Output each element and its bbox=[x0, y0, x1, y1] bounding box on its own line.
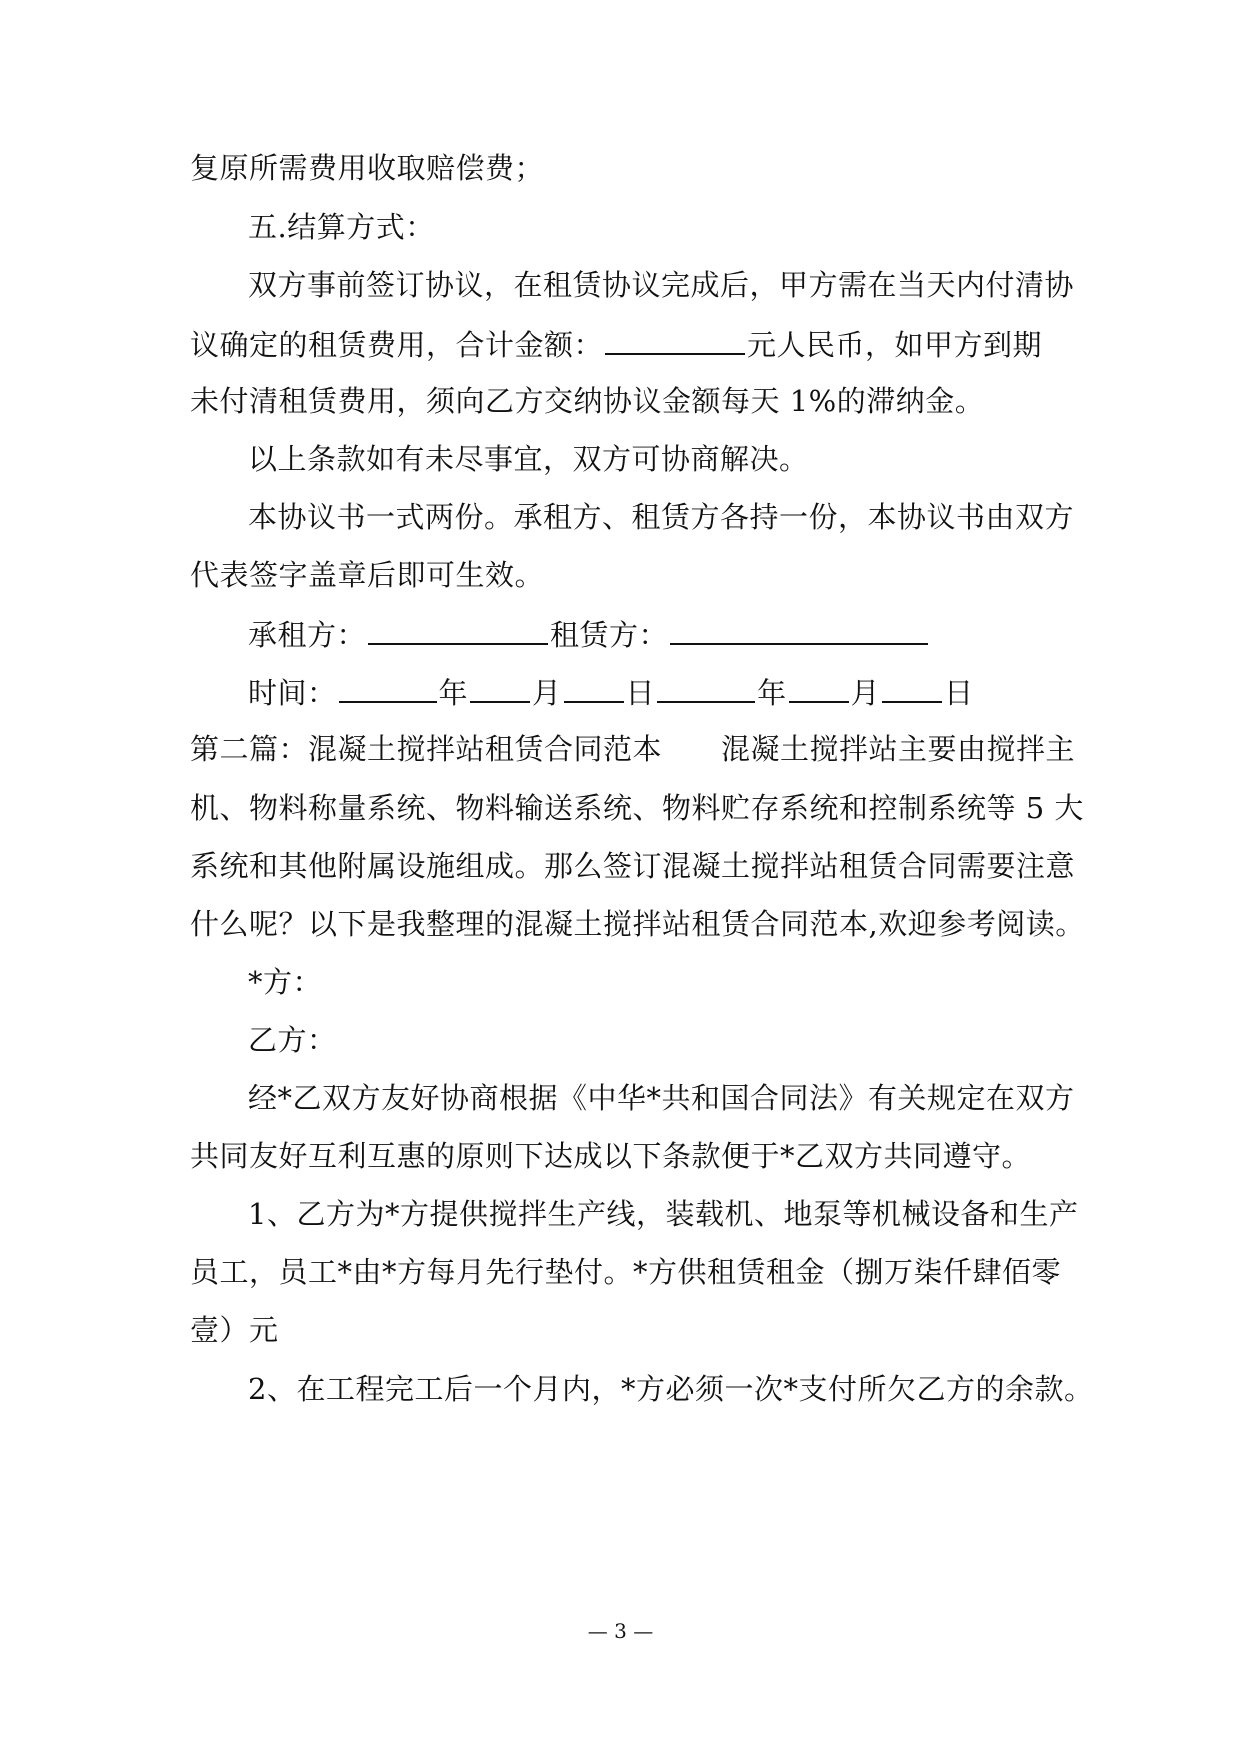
signature-line bbox=[248, 613, 930, 655]
day-label: 日 bbox=[625, 676, 656, 710]
text-segment: 元人民币，如甲方到期 bbox=[747, 328, 1043, 362]
month-label: 月 bbox=[532, 676, 562, 710]
text-line: 双方事前签订协议，在租赁协议完成后，甲方需在当天内付清协 bbox=[248, 268, 1075, 302]
month-label: 月 bbox=[850, 676, 881, 710]
text-line: 代表签字盖章后即可生效。 bbox=[190, 558, 545, 592]
text-line: 员工，员工*由*方每月先行垫付。*方供租赁租金（捌万柒仟肆佰零 bbox=[190, 1255, 1062, 1289]
text-line: 未付清租赁费用，须向乙方交纳协议金额每天 1%的滞纳金。 bbox=[190, 384, 985, 418]
text-line bbox=[190, 323, 1042, 365]
blank-field bbox=[339, 671, 437, 703]
year-label: 年 bbox=[438, 676, 469, 710]
date-label: 时间： bbox=[248, 676, 337, 710]
text-line: 什么呢？以下是我整理的混凝土搅拌站租赁合同范本,欢迎参考阅读。 bbox=[190, 907, 1085, 941]
blank-field bbox=[470, 671, 530, 703]
blank-field bbox=[564, 671, 624, 703]
blank-field bbox=[657, 671, 755, 703]
lessee-label: 承租方： bbox=[248, 618, 367, 652]
text-line: 壹）元 bbox=[190, 1313, 279, 1347]
blank-field bbox=[670, 613, 928, 645]
text-line: 机、物料称量系统、物料输送系统、物料贮存系统和控制系统等 5 大 bbox=[190, 791, 1084, 825]
text-line: 共同友好互利互惠的原则下达成以下条款便于*乙双方共同遵守。 bbox=[190, 1139, 1032, 1173]
lessor-label: 租赁方： bbox=[550, 618, 669, 652]
blank-field bbox=[789, 671, 849, 703]
party-a-label: *方： bbox=[248, 965, 323, 999]
text-line: 复原所需费用收取赔偿费； bbox=[190, 151, 545, 185]
year-label: 年 bbox=[757, 676, 787, 710]
text-line: 系统和其他附属设施组成。那么签订混凝土搅拌站租赁合同需要注意 bbox=[190, 849, 1076, 883]
text-segment: 议确定的租赁费用，合计金额： bbox=[190, 328, 604, 362]
section-heading: 五.结算方式： bbox=[248, 210, 435, 244]
date-line bbox=[248, 671, 974, 713]
text-line: 1、乙方为*方提供搅拌生产线，装载机、地泵等机械设备和生产 bbox=[248, 1197, 1079, 1231]
page-number: — 3 — bbox=[587, 1619, 654, 1643]
text-line: 经*乙双方友好协商根据《中华*共和国合同法》有关规定在双方 bbox=[248, 1081, 1075, 1115]
blank-field bbox=[368, 613, 548, 645]
party-b-label: 乙方： bbox=[248, 1023, 337, 1057]
text-line: 2、在工程完工后一个月内，*方必须一次*支付所欠乙方的余款。 bbox=[248, 1372, 1094, 1406]
text-line: 本协议书一式两份。承租方、租赁方各持一份，本协议书由双方 bbox=[248, 500, 1075, 534]
blank-field bbox=[882, 671, 942, 703]
blank-field bbox=[605, 323, 745, 355]
day-label: 日 bbox=[944, 676, 974, 710]
text-line: 第二篇：混凝土搅拌站租赁合同范本 混凝土搅拌站主要由搅拌主 bbox=[190, 732, 1076, 766]
text-line: 以上条款如有未尽事宜，双方可协商解决。 bbox=[248, 442, 809, 476]
